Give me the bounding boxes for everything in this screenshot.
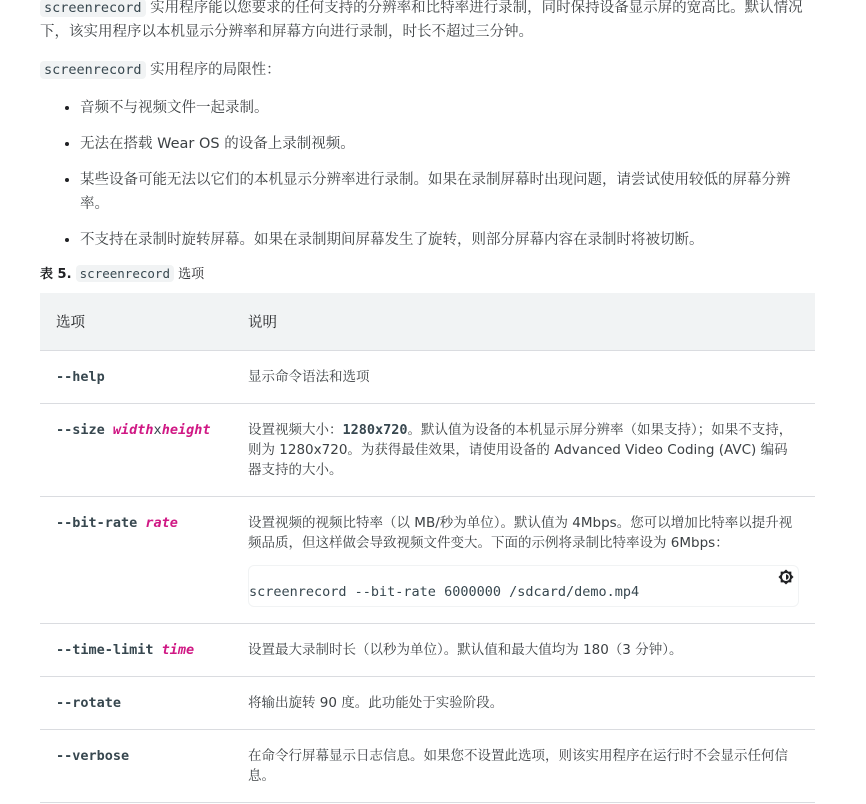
option-help: --help xyxy=(40,351,232,404)
option-var-height: height xyxy=(161,422,211,438)
list-item: • 音频不与视频文件一起录制。 xyxy=(80,96,815,120)
desc-rotate: 将输出旋转 90 度。此功能处于实验阶段。 xyxy=(232,677,815,730)
table-caption xyxy=(40,264,815,285)
limits-intro xyxy=(40,58,815,82)
intro-paragraph xyxy=(40,0,815,44)
desc-code: 1280x720 xyxy=(342,422,408,438)
option-sep: x xyxy=(153,422,162,438)
desc-time-limit: 设置最大录制时长（以秒为单位）。默认值和最大值均为 180（3 分钟）。 xyxy=(232,624,815,677)
option-name: --time-limit xyxy=(56,642,162,658)
inline-code: screenrecord xyxy=(76,265,174,282)
list-item: • 无法在搭载 Wear OS 的设备上录制视频。 xyxy=(80,132,815,156)
desc-help: 显示命令语法和选项 xyxy=(232,351,815,404)
inline-code: screenrecord xyxy=(40,0,146,17)
option-verbose: --verbose xyxy=(40,730,232,803)
option-var-rate: rate xyxy=(145,515,178,531)
table-row xyxy=(40,677,815,730)
limitations-list xyxy=(40,96,815,252)
table-row xyxy=(40,624,815,677)
table-row xyxy=(40,404,815,497)
option-name: --size xyxy=(56,422,113,438)
list-item: • 某些设备可能无法以它们的本机显示分辨率进行录制。如果在录制屏幕时出现问题，请尝试使用较低的屏幕分辨率。 xyxy=(80,168,815,216)
caption-label: 表 5. xyxy=(40,267,72,282)
desc-text: 设置视频的视频比特率（以 MB/秒为单位）。默认值为 4Mbps。您可以增加比特率以提升视频品质，但这样做会导致视频文件变大。下面的示例将录制比特率设为 6Mbps： xyxy=(248,515,793,551)
table-row xyxy=(40,351,815,404)
intro-text: 实用程序能以您要求的任何支持的分辨率和比特率进行录制，同时保持设备显示屏的宽高比。默认情况下，该实用程序以本机显示分辨率和屏幕方向进行录制，时长不超过三分钟。 xyxy=(40,0,803,40)
desc-text: 。默认值为设备的本机显示屏分辨率（如果支持）；如果不支持，则为 1280x720。为获得最佳效果，请使用设备的 Advanced Video Coding (AVC) 编码器支持的大小。 xyxy=(248,422,793,478)
option-size xyxy=(40,404,232,497)
desc-bit-rate xyxy=(232,497,815,624)
desc-size xyxy=(232,404,815,497)
options-table xyxy=(40,293,815,803)
table-row xyxy=(40,497,815,624)
option-var-time: time xyxy=(161,642,195,658)
table-header-row xyxy=(40,293,815,351)
caption-text: 选项 xyxy=(173,267,205,282)
option-name: --bit-rate xyxy=(56,515,146,531)
code-line: screenrecord --bit-rate 6000000 /sdcard/demo.mp4 xyxy=(249,584,640,600)
inline-code: screenrecord xyxy=(40,61,146,79)
list-item: • 不支持在录制时旋转屏幕。如果在录制期间屏幕发生了旋转，则部分屏幕内容在录制时将被切断。 xyxy=(80,228,815,252)
option-time-limit xyxy=(40,624,232,677)
option-rotate: --rotate xyxy=(40,677,232,730)
doc-content xyxy=(40,0,815,803)
header-option: 选项 xyxy=(40,293,232,351)
code-block xyxy=(248,565,799,607)
limits-intro-text: 实用程序的局限性： xyxy=(145,62,281,78)
option-bit-rate xyxy=(40,497,232,624)
option-var-width: width xyxy=(112,422,154,438)
table-row xyxy=(40,730,815,803)
header-description: 说明 xyxy=(232,293,815,351)
desc-text: 设置视频大小： xyxy=(248,422,343,438)
brightness-contrast-icon[interactable] xyxy=(778,569,794,585)
desc-verbose: 在命令行屏幕显示日志信息。如果您不设置此选项，则该实用程序在运行时不会显示任何信息。 xyxy=(232,730,815,803)
